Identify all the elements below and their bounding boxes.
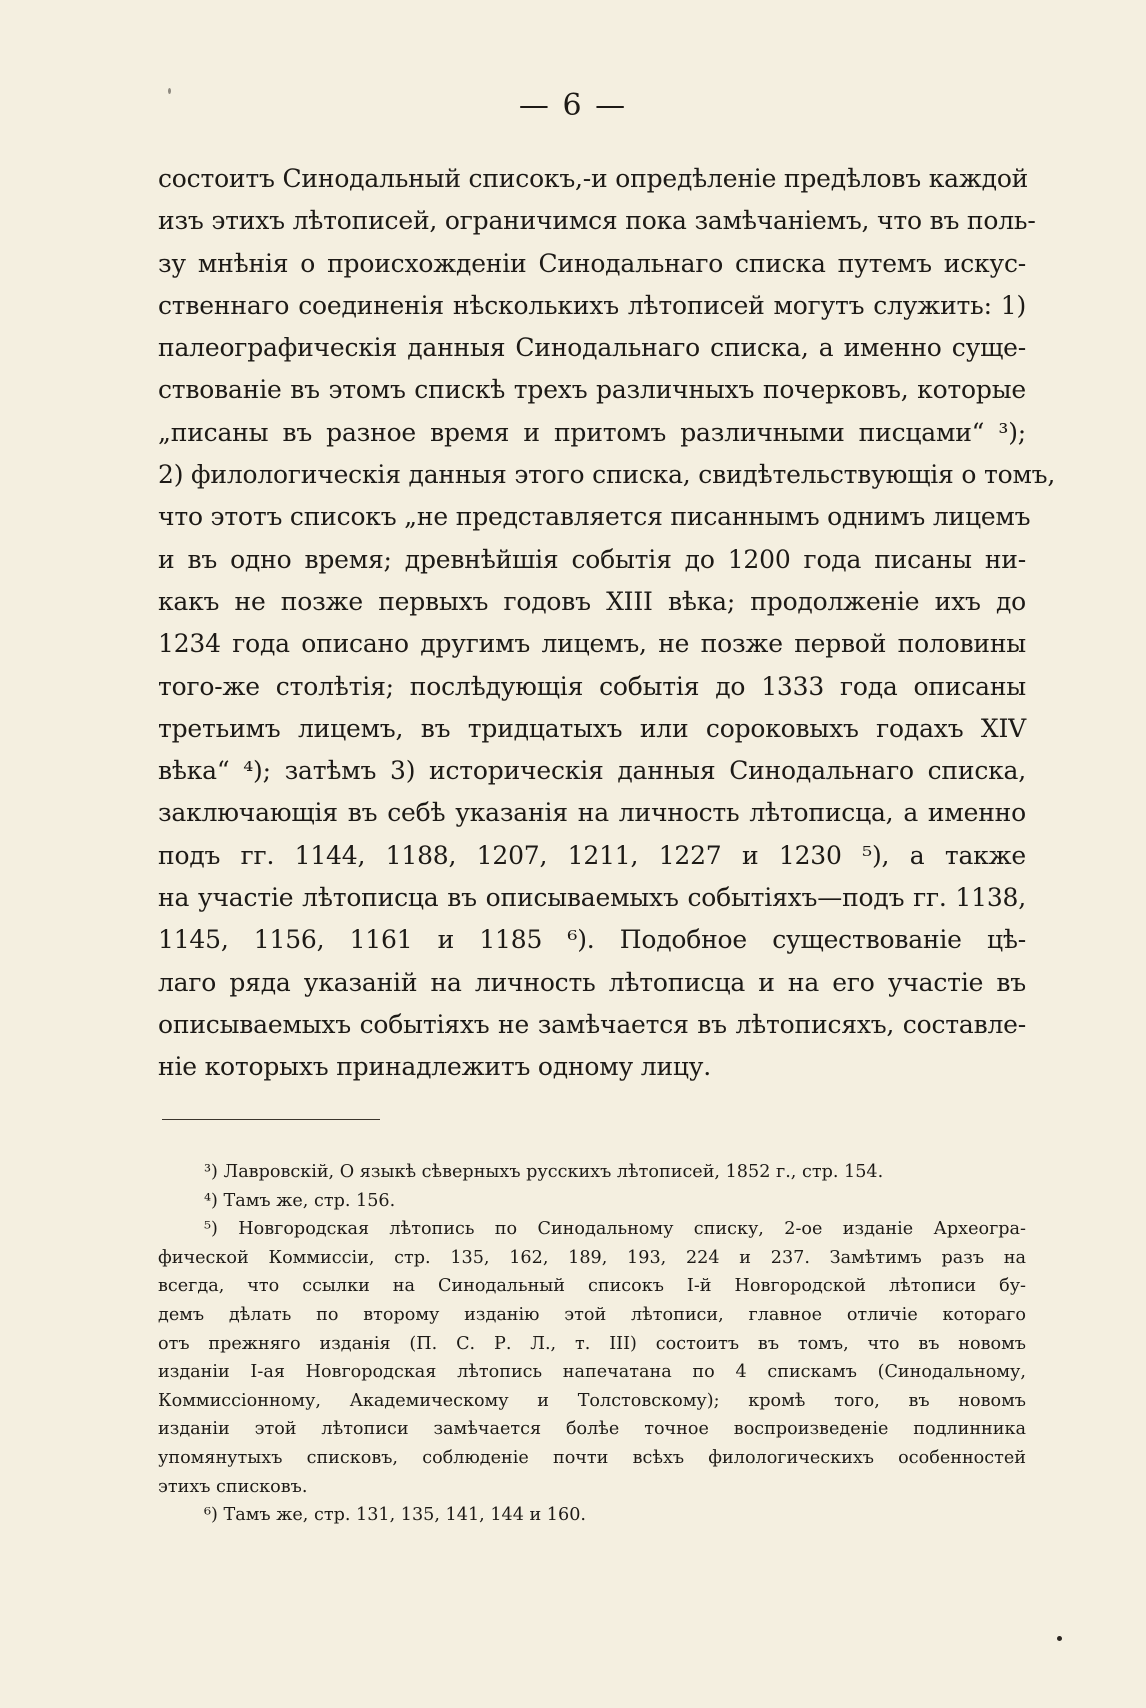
footnote-5-line: отъ прежняго изданія (П. С. Р. Л., т. III) состоитъ въ томъ, что въ новомъ [158, 1333, 1026, 1354]
main-text [158, 158, 1056, 1089]
text-line: лаго ряда указаній на личность лѣтописца и на его участіе въ [158, 967, 1026, 997]
text-line: палеографическія данныя Синодальнаго списка, а именно суще- [158, 333, 1026, 363]
text-line: описываемыхъ событіяхъ не замѣчается въ лѣтописяхъ, составле- [158, 1009, 1026, 1039]
text-line: „писаны въ разное время и притомъ различными писцами“ ³); [158, 417, 1026, 447]
text-line: изъ этихъ лѣтописей, ограничимся пока замѣчаніемъ, что въ поль- [158, 206, 1036, 236]
text-line: 1145, 1156, 1161 и 1185 ⁶). Подобное существованіе цѣ- [158, 925, 1026, 955]
footnote-5-line: этихъ списковъ. [158, 1476, 308, 1497]
footnote-5-line: упомянутыхъ списковъ, соблюденіе почти всѣхъ филологическихъ особенностей [158, 1447, 1026, 1468]
footnote-5-line: Коммиссіонному, Академическому и Толстовскому); кромѣ того, въ новомъ [158, 1390, 1026, 1411]
footnote-4: ⁴) Тамъ же, стр. 156. [204, 1190, 396, 1211]
text-line: зу мнѣнія о происхожденіи Синодальнаго списка путемъ искус- [158, 248, 1026, 278]
text-line: подъ гг. 1144, 1188, 1207, 1211, 1227 и 1230 ⁵), а также [158, 840, 1026, 870]
text-line: 1234 года описано другимъ лицемъ, не позже первой половины [158, 629, 1026, 659]
text-line: какъ не позже первыхъ годовъ XIII вѣка; продолженіе ихъ до [158, 586, 1026, 616]
text-line: ствованіе въ этомъ спискѣ трехъ различныхъ почерковъ, которые [158, 375, 1026, 405]
text-line: заключающія въ себѣ указанія на личность лѣтописца, а именно [158, 798, 1026, 828]
footnote-6: ⁶) Тамъ же, стр. 131, 135, 141, 144 и 160. [204, 1505, 586, 1526]
footnote-5-line: изданіи I-ая Новгородская лѣтопись напечатана по 4 спискамъ (Синодальному, [158, 1362, 1026, 1383]
footnote-5-line: ⁵) Новгородская лѣтопись по Синодальному списку, 2-ое изданіе Археогра- [204, 1219, 1026, 1240]
ink-speck [168, 88, 171, 94]
text-line: вѣка“ ⁴); затѣмъ 3) историческія данныя Синодальнаго списка, [158, 756, 1026, 786]
text-line: того-же столѣтія; послѣдующія событія до 1333 года описаны [158, 671, 1026, 701]
text-line: ственнаго соединенія нѣсколькихъ лѣтописей могутъ служить: 1) [158, 290, 1026, 320]
text-line: на участіе лѣтописца въ описываемыхъ событіяхъ—подъ гг. 1138, [158, 883, 1026, 913]
text-line: и въ одно время; древнѣйшія событія до 1200 года писаны ни- [158, 544, 1026, 574]
text-line: третьимъ лицемъ, въ тридцатыхъ или сороковыхъ годахъ XIV [158, 713, 1026, 743]
page-number: — 6 — [518, 88, 628, 123]
footnotes [158, 1158, 1026, 1530]
footnote-3: ³) Лавровскій, О языкѣ сѣверныхъ русскихъ лѣтописей, 1852 г., стр. 154. [204, 1162, 884, 1182]
ink-speck [1057, 1636, 1062, 1641]
footnote-5-line: всегда, что ссылки на Синодальный списокъ I-й Новгородской лѣтописи бу- [158, 1276, 1026, 1297]
text-line: 2) филологическія данныя этого списка, свидѣтельствующія о томъ, [158, 460, 1056, 490]
footnote-5-line: фической Коммиссіи, стр. 135, 162, 189, 193, 224 и 237. Замѣтимъ разъ на [158, 1247, 1026, 1268]
text-line: состоитъ Синодальный списокъ,-и опредѣленіе предѣловъ каждой [158, 164, 1029, 193]
text-line: ніе которыхъ принадлежитъ одному лицу. [158, 1052, 712, 1082]
footnote-divider [162, 1119, 380, 1120]
text-line: что этотъ списокъ „не представляется писаннымъ однимъ лицемъ [158, 502, 1031, 532]
footnote-5-line: демъ дѣлать по второму изданію этой лѣтописи, главное отличіе котораго [158, 1304, 1026, 1325]
footnote-5-line: изданіи этой лѣтописи замѣчается болѣе точное воспроизведеніе подлинника [158, 1419, 1026, 1440]
